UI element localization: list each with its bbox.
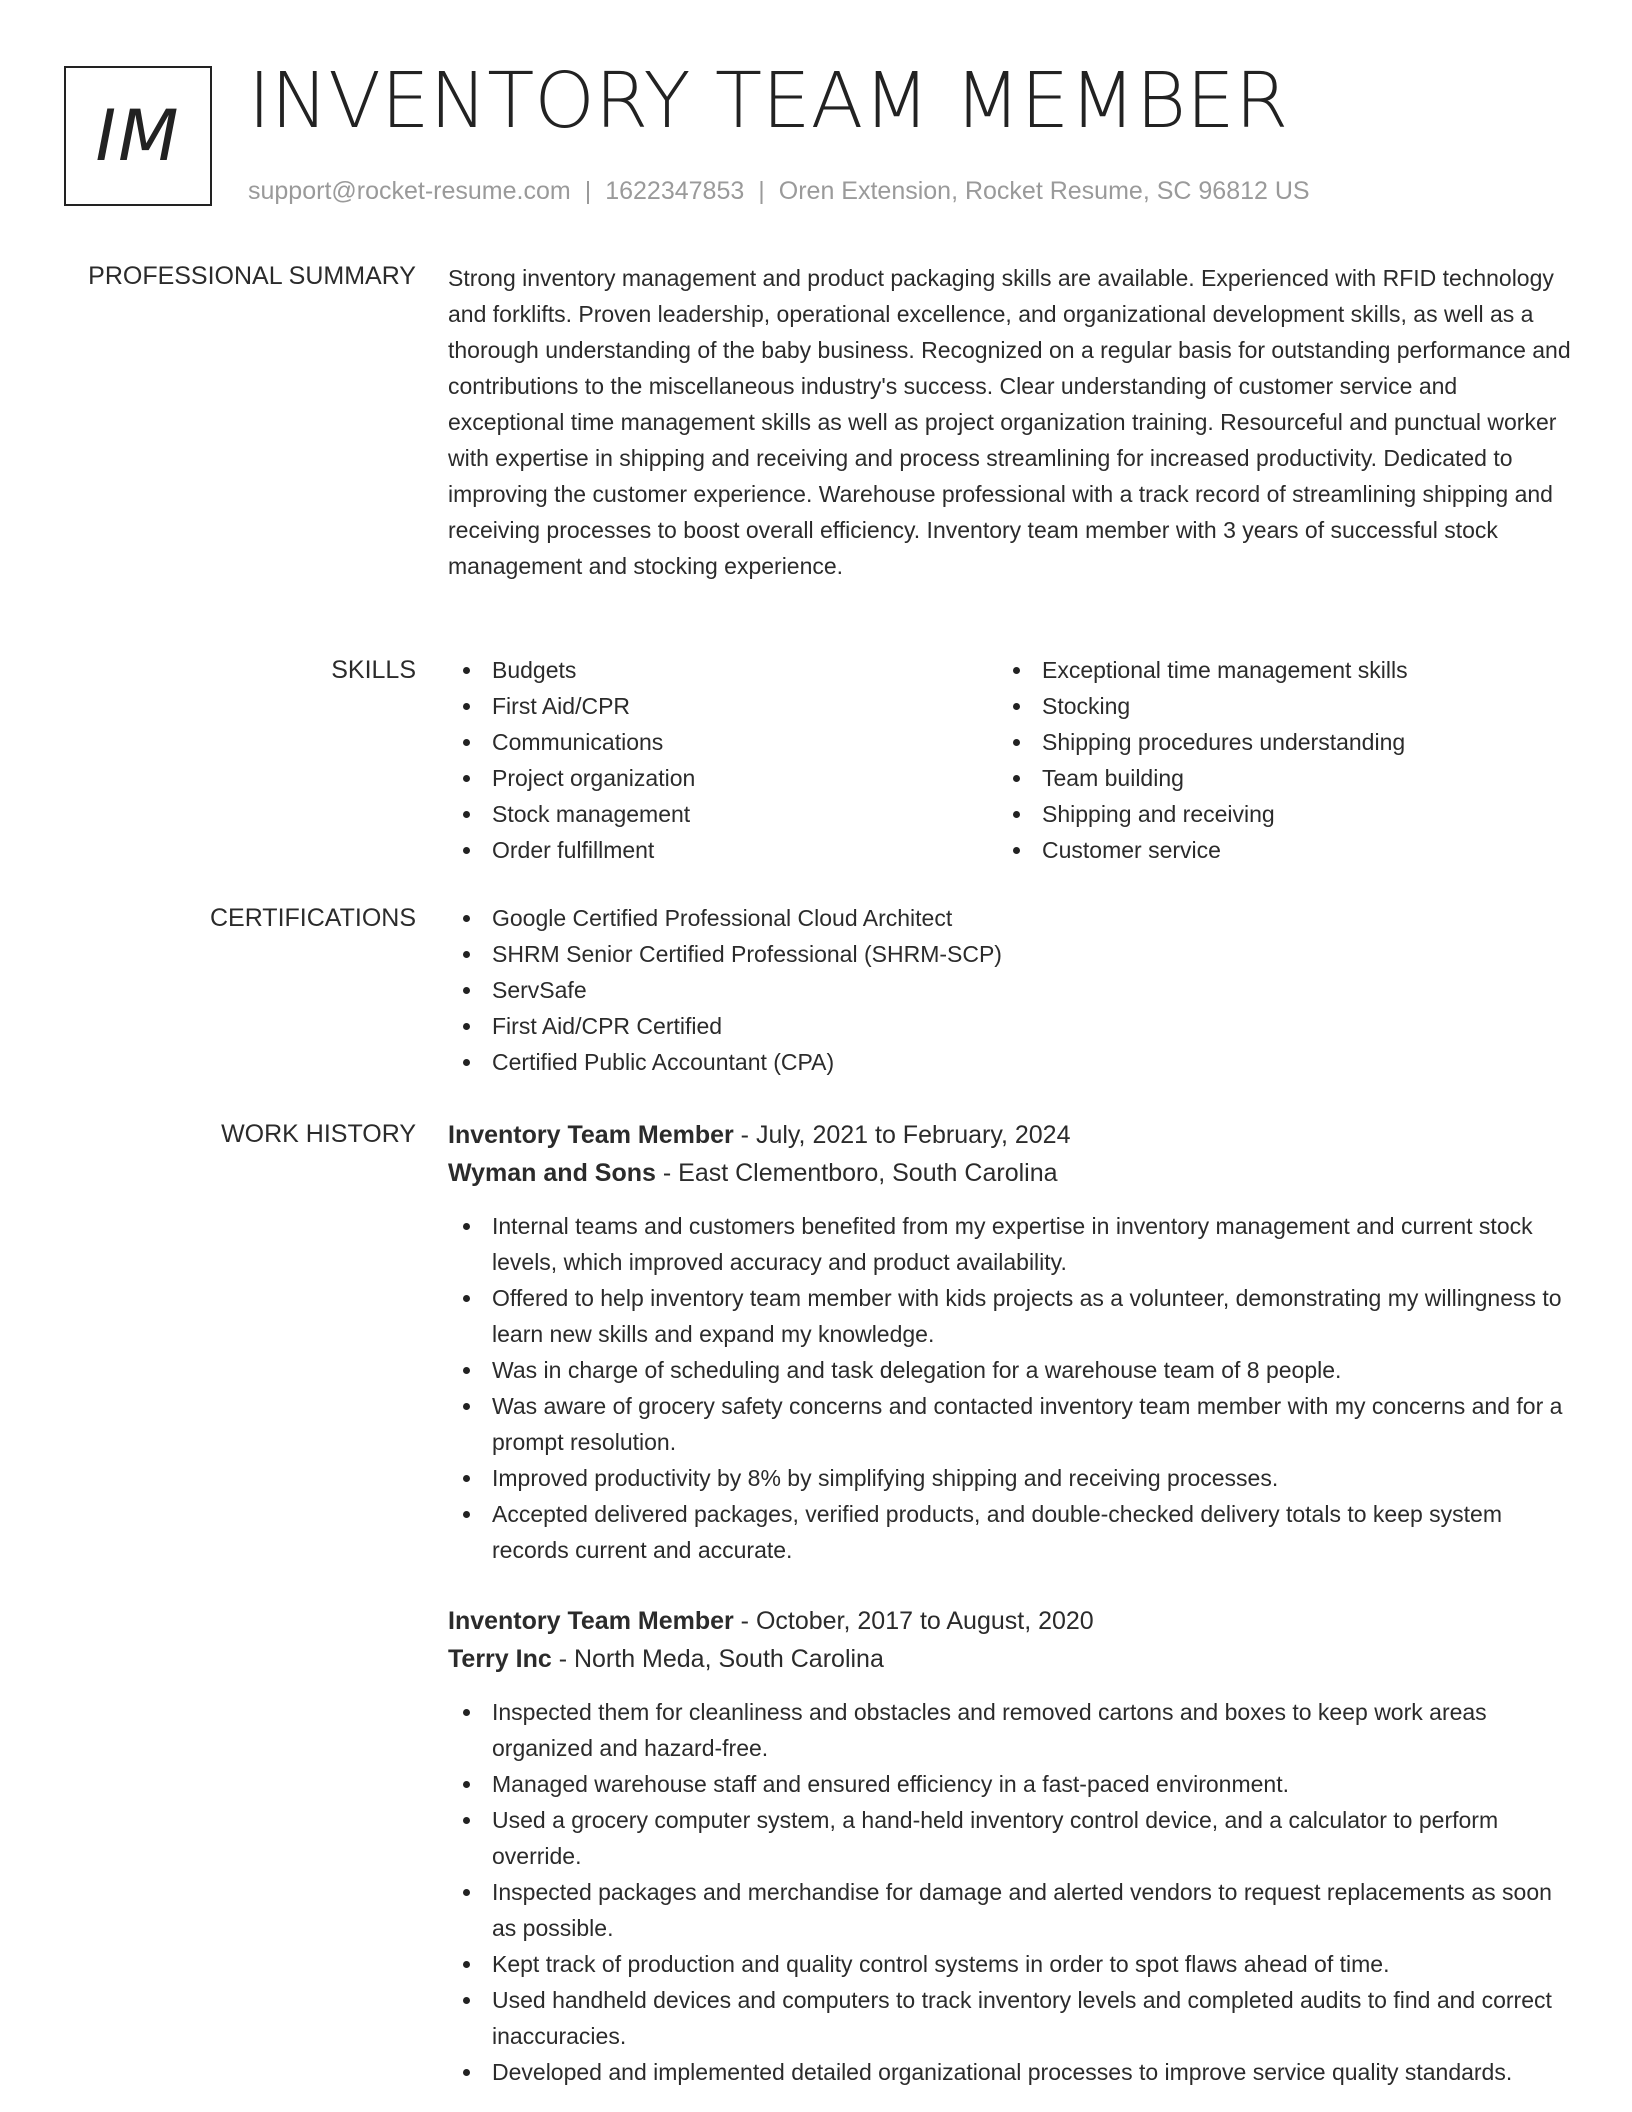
monogram-initials: IM	[95, 95, 181, 177]
job-company: Wyman and Sons	[448, 1159, 656, 1187]
job-bullets	[448, 1208, 1573, 1568]
job-bullet: Accepted delivered packages, verified products, and double-checked delivery totals to keep system records current and accurate.	[448, 1496, 1573, 1568]
certification-item: ServSafe	[448, 972, 1573, 1008]
skill-item: Customer service	[998, 832, 1548, 868]
skill-item: Order fulfillment	[448, 832, 998, 868]
certification-item: Certified Public Accountant (CPA)	[448, 1044, 1573, 1080]
section-label-skills: SKILLS	[331, 656, 416, 684]
job-title: Inventory Team Member	[448, 1607, 734, 1635]
skill-item: Exceptional time management skills	[998, 652, 1548, 688]
section-label-work-history: WORK HISTORY	[221, 1120, 416, 1148]
contact-line	[248, 174, 1310, 208]
job-bullet: Offered to help inventory team member with kids projects as a volunteer, demonstrating my willingness to learn new skills and expand my knowledge.	[448, 1280, 1573, 1352]
job-title: Inventory Team Member	[448, 1121, 734, 1149]
skill-item: Shipping procedures understanding	[998, 724, 1548, 760]
contact-separator: |	[758, 177, 765, 205]
job-bullet: Used handheld devices and computers to track inventory levels and completed audits to find and correct inaccuracies.	[448, 1982, 1573, 2054]
resume-name: INVENTORY TEAM MEMBER	[248, 57, 1289, 146]
skill-item: Project organization	[448, 760, 998, 796]
job-bullet: Inspected packages and merchandise for damage and alerted vendors to request replacements as soon as possible.	[448, 1874, 1573, 1946]
job-location: - North Meda, South Carolina	[551, 1645, 884, 1673]
job-company-line	[448, 1640, 1573, 1678]
job-bullet: Kept track of production and quality control systems in order to spot flaws ahead of time.	[448, 1946, 1573, 1982]
certification-item: SHRM Senior Certified Professional (SHRM-SCP)	[448, 936, 1573, 972]
job-bullet: Was aware of grocery safety concerns and contacted inventory team member with my concerns and for a prompt resolution.	[448, 1388, 1573, 1460]
contact-email[interactable]: support@rocket-resume.com	[248, 177, 571, 205]
skill-item: Communications	[448, 724, 998, 760]
skills-list-right	[998, 652, 1548, 868]
skills-grid	[448, 652, 1573, 868]
skill-item: Stocking	[998, 688, 1548, 724]
skills-body	[448, 652, 1573, 868]
job-location: - East Clementboro, South Carolina	[655, 1159, 1058, 1187]
job-title-line	[448, 1602, 1573, 1640]
section-label-certifications: CERTIFICATIONS	[209, 904, 416, 932]
skill-item: Team building	[998, 760, 1548, 796]
job-company: Terry Inc	[448, 1645, 552, 1673]
section-label-summary: PROFESSIONAL SUMMARY	[88, 262, 416, 290]
contact-phone[interactable]: 1622347853	[605, 177, 745, 205]
job-dates: - July, 2021 to February, 2024	[733, 1121, 1071, 1149]
skill-item: Budgets	[448, 652, 998, 688]
skill-item: Stock management	[448, 796, 998, 832]
job-bullet: Inspected them for cleanliness and obstacles and removed cartons and boxes to keep work areas organized and hazard-free.	[448, 1694, 1573, 1766]
certifications-body	[448, 900, 1573, 1080]
job-company-line	[448, 1154, 1573, 1192]
job-bullet: Developed and implemented detailed organizational processes to improve service quality standards.	[448, 2054, 1573, 2090]
summary-body	[448, 260, 1573, 584]
job-bullet: Improved productivity by 8% by simplifying shipping and receiving processes.	[448, 1460, 1573, 1496]
job-entry	[448, 1602, 1573, 2090]
certification-item: Google Certified Professional Cloud Architect	[448, 900, 1573, 936]
job-dates: - October, 2017 to August, 2020	[733, 1607, 1094, 1635]
job-bullets	[448, 1694, 1573, 2090]
monogram-box	[64, 66, 212, 206]
work-history-body	[448, 1116, 1573, 2090]
certifications-list	[448, 900, 1573, 1080]
job-bullet: Internal teams and customers benefited from my expertise in inventory management and current stock levels, which improved accuracy and product availability.	[448, 1208, 1573, 1280]
job-bullet: Used a grocery computer system, a hand-held inventory control device, and a calculator to perform override.	[448, 1802, 1573, 1874]
contact-address: Oren Extension, Rocket Resume, SC 96812 US	[778, 177, 1310, 205]
summary-text: Strong inventory management and product packaging skills are available. Experienced with RFID technology and forklifts. Proven leadership, operational excellence, and organizational development skills, as well as a thorough understanding of the baby business. Recognized on a regular basis for outstanding performance and contributions to the miscellaneous industry's success. Clear understanding of customer service and exceptional time management skills as well as project organization training. Resourceful and punctual worker with expertise in shipping and receiving and process streamlining for increased productivity. Dedicated to improving the customer experience. Warehouse professional with a track record of streamlining shipping and receiving processes to boost overall efficiency. Inventory team member with 3 years of successful stock management and stocking experience.	[448, 265, 1571, 579]
job-title-line	[448, 1116, 1573, 1154]
skills-list-left	[448, 652, 998, 868]
skill-item: Shipping and receiving	[998, 796, 1548, 832]
job-bullet: Was in charge of scheduling and task delegation for a warehouse team of 8 people.	[448, 1352, 1573, 1388]
job-entry	[448, 1116, 1573, 1568]
contact-separator: |	[584, 177, 592, 205]
certification-item: First Aid/CPR Certified	[448, 1008, 1573, 1044]
skill-item: First Aid/CPR	[448, 688, 998, 724]
job-bullet: Managed warehouse staff and ensured efficiency in a fast-paced environment.	[448, 1766, 1573, 1802]
